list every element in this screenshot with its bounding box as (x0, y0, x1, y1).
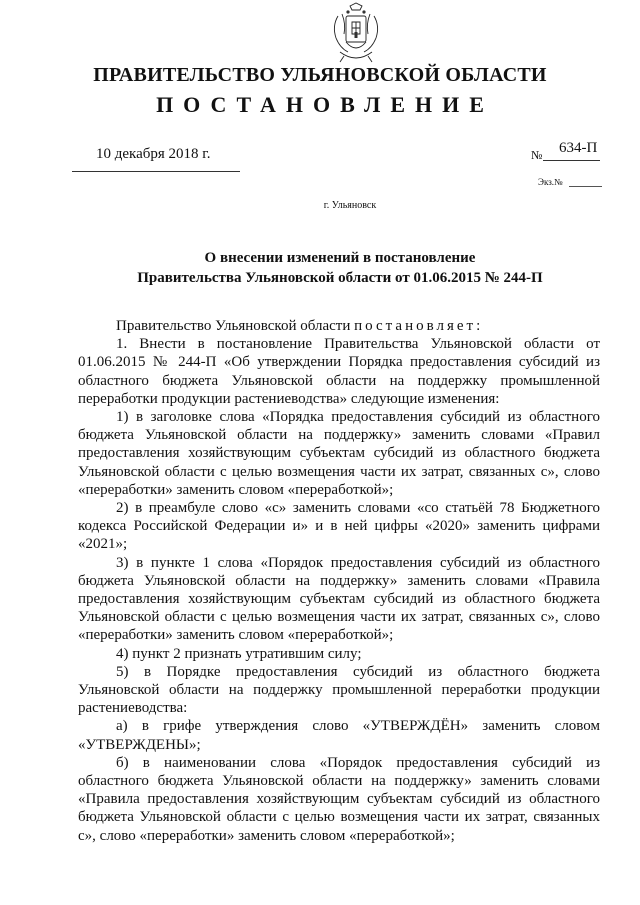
copy-number-underline (569, 186, 602, 187)
document-title (0, 248, 640, 288)
document-date: 10 декабря 2018 г. (96, 146, 211, 162)
document-number: 634-П (559, 140, 598, 156)
number-underline (543, 160, 600, 161)
body-paragraph: 3) в пункте 1 слова «Порядок предоставления субсидий из областного бюджета Ульяновской области на поддержку» заменить словами «Правила предоставления хозяйствующим субъектам субсидий из областного бюджета Ульяновской области с целью возмещения части их затрат, связанных с», слово «переработки» заменить словом «переработкой»; (78, 554, 600, 644)
document-body (78, 317, 600, 845)
intro-paragraph (78, 317, 600, 335)
body-paragraph: б) в наименовании слова «Порядок предоставления субсидий из областного бюджета Ульяновской области на поддержку» заменить словами «Правила предоставления хозяйствующим субъектам субсидий из областного бюджета Ульяновской области с целью возмещения части их затрат, связанных с», слово «переработки» заменить словом «переработкой»; (78, 754, 600, 844)
body-paragraph: 1. Внести в постановление Правительства Ульяновской области от 01.06.2015 № 244-П «Об утверждении Порядка предоставления субсидий из областного бюджета Ульяновской области на поддержку промышленной переработки продукции растениеводства» следующие изменения: (78, 336, 600, 407)
body-paragraph: 5) в Порядке предоставления субсидий из областного бюджета Ульяновской области на поддержку промышленной переработки продукции растениеводства: (78, 663, 600, 717)
body-paragraph: 1) в заголовке слова «Порядка предоставления субсидий из областного бюджета Ульяновской области на поддержку» заменить словами «Правил предоставления хозяйствующим субъектам субсидий из областного бюджета Ульяновской области с целью возмещения части их затрат, связанных с», слово «переработки» заменить словом «переработкой»; (78, 409, 600, 498)
date-underline (72, 171, 240, 172)
body-paragraph: а) в грифе утверждения слово «УТВЕРЖДЁН» заменить словом «УТВЕРЖДЕНЫ»; (78, 718, 600, 753)
intro-text: Правительство Ульяновской области (116, 318, 351, 334)
body-paragraph: 2) в преамбуле слово «с» заменить словами «со статьёй 78 Бюджетного кодекса Российской Федерации и» и в ней цифры «2020» заменить цифрами «2021»; (78, 500, 600, 553)
intro-verb: постановляет: (354, 318, 484, 334)
body-paragraph: 4) пункт 2 признать утратившим силу; (116, 645, 362, 662)
copy-number-label: Экз.№ (538, 177, 563, 187)
coat-of-arms-emblem (330, 2, 382, 66)
title-line-2: Правительства Ульяновской области от 01.06.2015 № 244-П (137, 270, 543, 286)
title-line-1: О внесении изменений в постановление (204, 250, 476, 266)
number-sign: № (531, 148, 543, 162)
organization-name: ПРАВИТЕЛЬСТВО УЛЬЯНОВСКОЙ ОБЛАСТИ (93, 64, 547, 86)
city-name: г. Ульяновск (323, 200, 377, 211)
document-type: ПОСТАНОВЛЕНИЕ (156, 92, 494, 117)
